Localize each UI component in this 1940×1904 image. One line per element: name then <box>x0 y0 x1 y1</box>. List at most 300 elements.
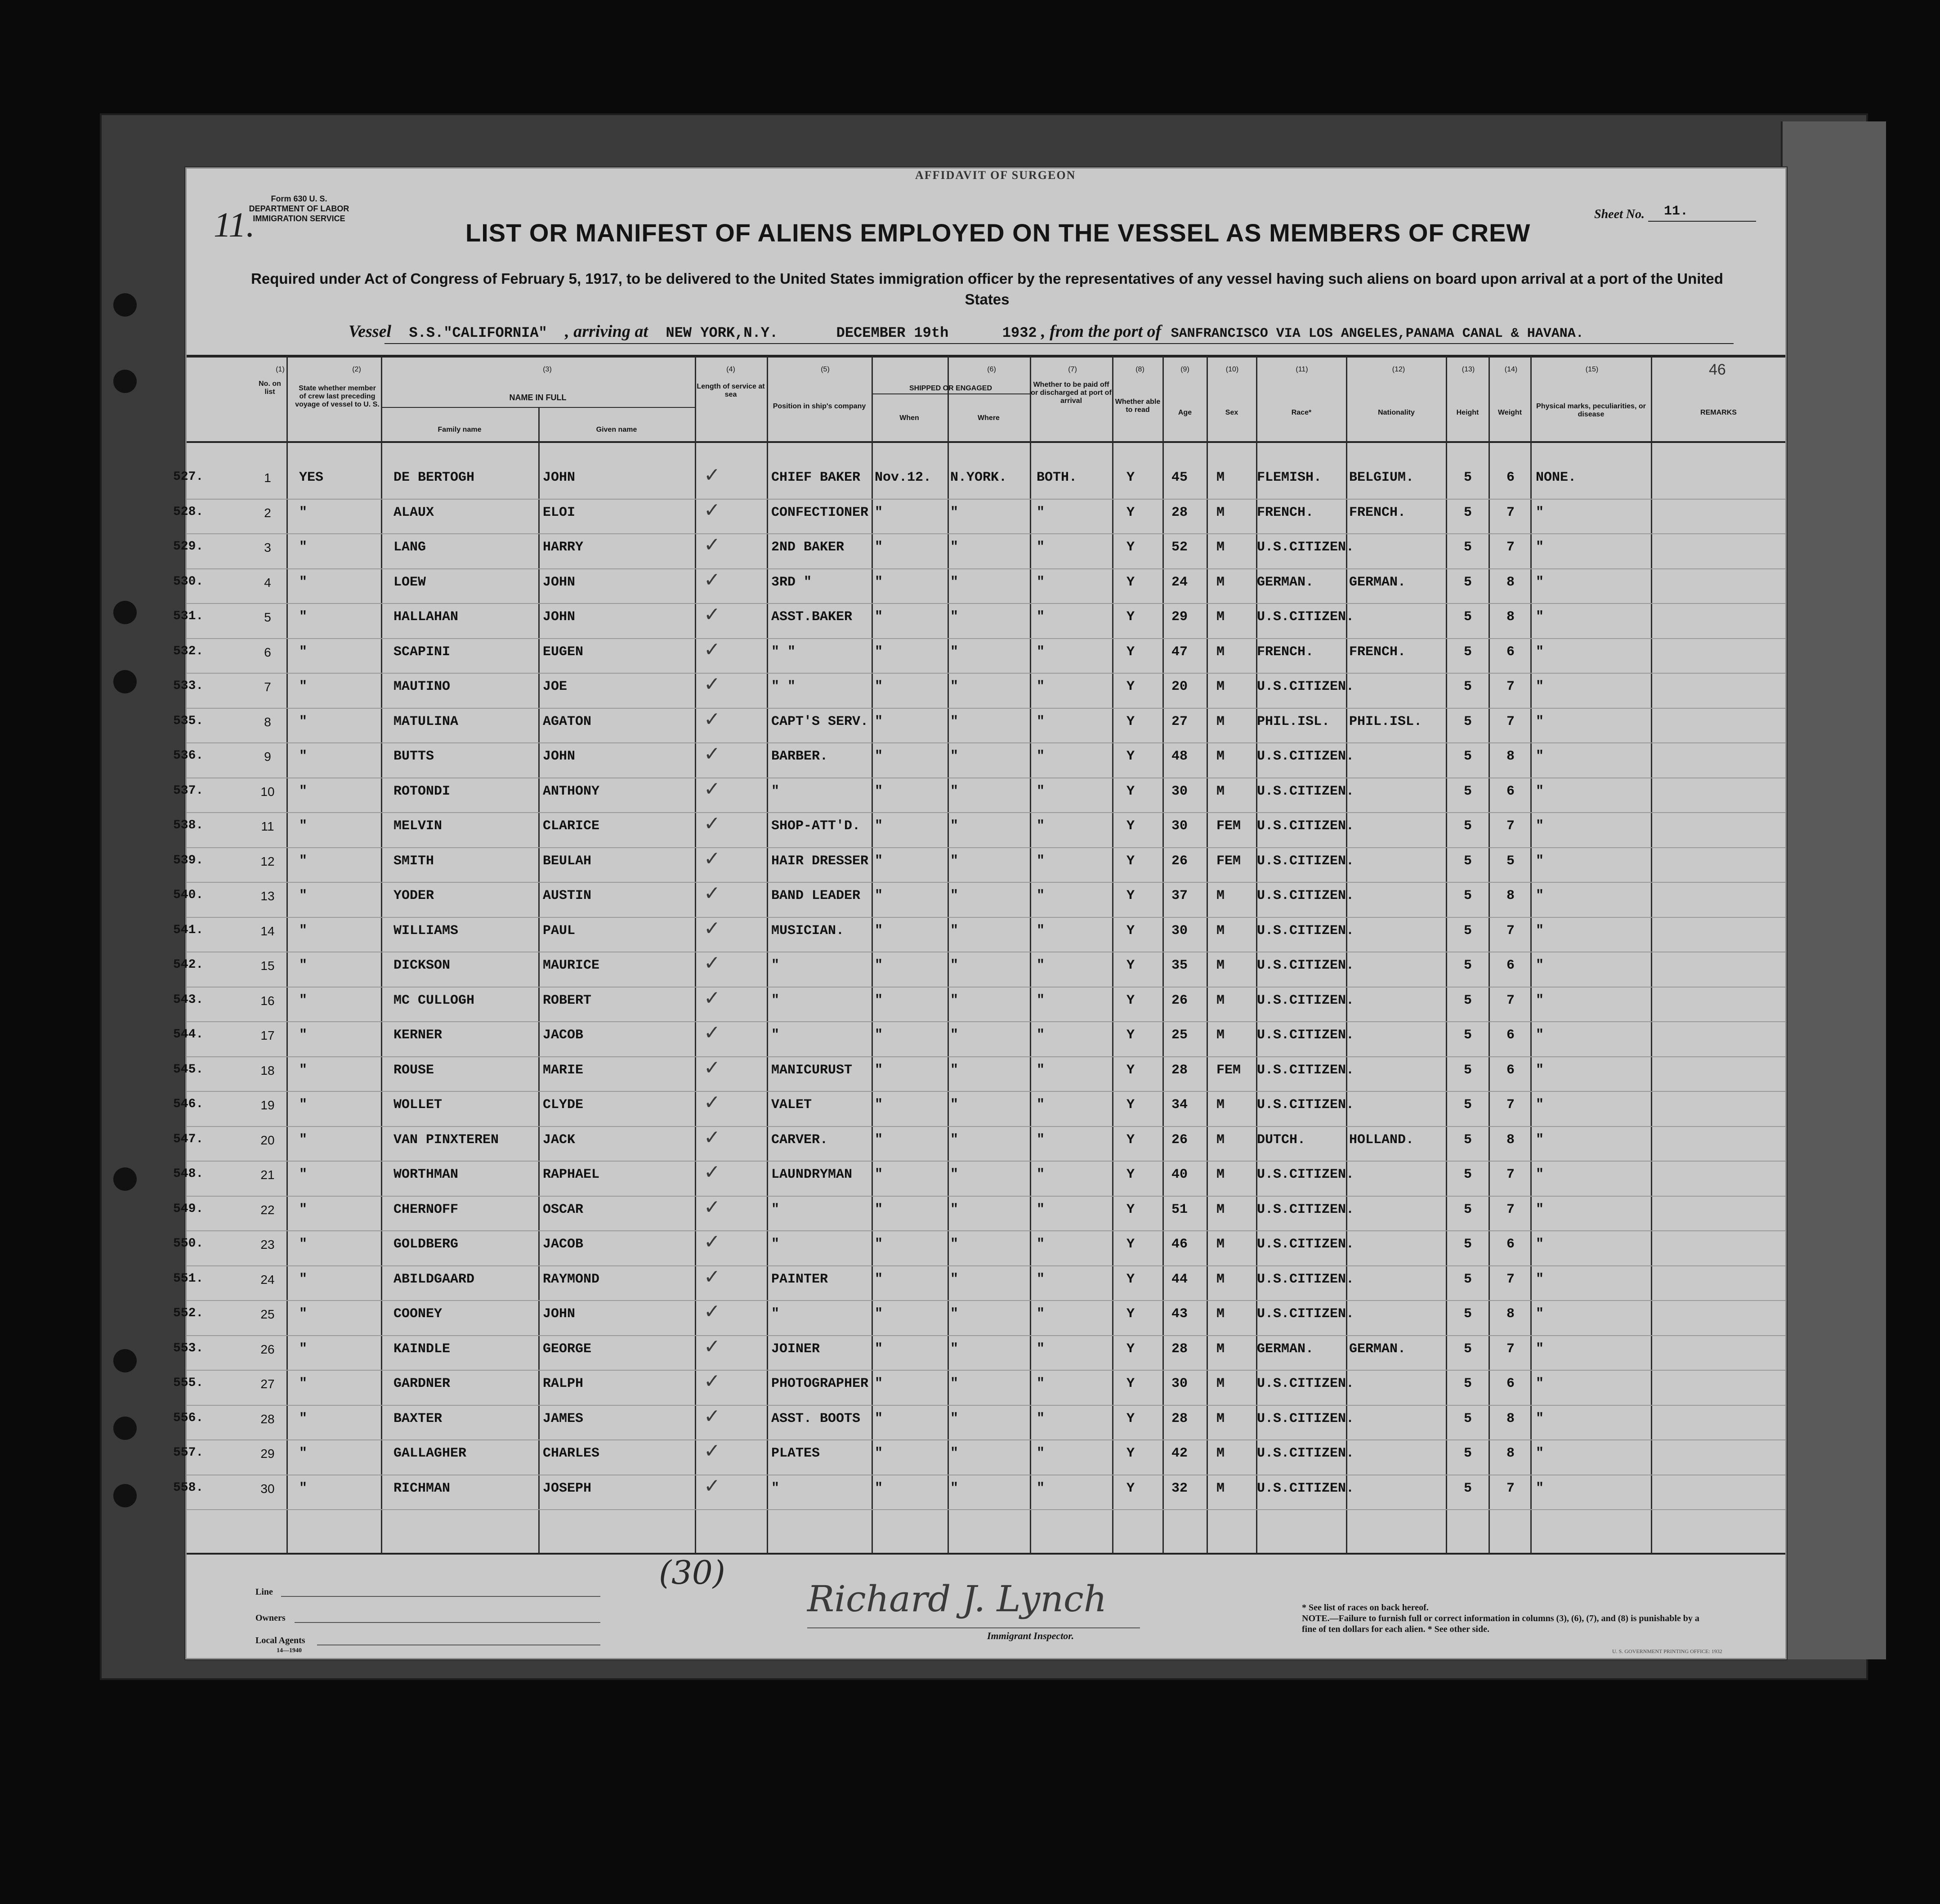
row-rule <box>187 882 1785 883</box>
weight: 6 <box>1506 1028 1515 1043</box>
backing-sheet-edge <box>1781 121 1886 1659</box>
sex: FEM <box>1216 1062 1241 1078</box>
given-name: RAYMOND <box>543 1271 600 1287</box>
given-name: JOHN <box>543 574 576 590</box>
shipped-where: N.YORK. <box>950 470 1007 485</box>
shipped-where: " <box>950 679 959 694</box>
paid-off: " <box>1037 1167 1045 1182</box>
physical-marks: " <box>1536 1062 1544 1078</box>
able-to-read: Y <box>1126 1062 1135 1078</box>
race: U.S.CITIZEN. <box>1257 1446 1354 1461</box>
table-row <box>173 952 1785 988</box>
row-rule <box>187 673 1785 674</box>
position: " <box>771 992 780 1008</box>
weight: 6 <box>1506 1376 1515 1391</box>
age: 35 <box>1171 958 1188 973</box>
weight: 8 <box>1506 609 1515 625</box>
age: 30 <box>1171 783 1188 799</box>
physical-marks: " <box>1536 1097 1544 1113</box>
race: FLEMISH. <box>1257 470 1322 485</box>
physical-marks: " <box>1536 1271 1544 1287</box>
given-name: ROBERT <box>543 992 592 1008</box>
length-service-checkmark: ✓ <box>704 464 720 487</box>
row-rule <box>187 812 1785 813</box>
length-service-checkmark: ✓ <box>704 568 720 591</box>
row-rule <box>187 603 1785 604</box>
position: " <box>771 783 780 799</box>
height: 5 <box>1464 1411 1472 1426</box>
age: 28 <box>1171 505 1188 520</box>
family-name: WORTHMAN <box>393 1167 459 1182</box>
weight: 6 <box>1506 958 1515 973</box>
ref-number: 533. <box>173 679 204 693</box>
length-service-checkmark: ✓ <box>704 1404 720 1428</box>
position: BARBER. <box>771 749 828 764</box>
previous-voyage: " <box>299 1167 308 1182</box>
previous-voyage: " <box>299 644 308 660</box>
sex: M <box>1216 1202 1225 1217</box>
weight: 7 <box>1506 714 1515 729</box>
weight: 8 <box>1506 749 1515 764</box>
row-rule <box>187 1300 1785 1301</box>
sex: M <box>1216 1271 1225 1287</box>
ref-number: 542. <box>173 958 204 972</box>
shipped-when: " <box>875 505 883 520</box>
nationality: BELGIUM. <box>1349 470 1414 485</box>
row-rule <box>187 742 1785 743</box>
physical-marks: " <box>1536 749 1544 764</box>
line-number: 16 <box>260 993 275 1008</box>
physical-marks: " <box>1536 992 1544 1008</box>
previous-voyage: YES <box>299 470 324 485</box>
line-number: 5 <box>264 610 271 624</box>
col-height: Height <box>1456 409 1479 416</box>
family-name: GALLAGHER <box>393 1446 467 1461</box>
ref-number: 530. <box>173 574 204 589</box>
shipped-when: " <box>875 1306 883 1322</box>
family-name: COONEY <box>393 1306 443 1322</box>
age: 30 <box>1171 923 1188 939</box>
shipped-when: " <box>875 958 883 973</box>
given-name: OSCAR <box>543 1202 584 1217</box>
position: PAINTER <box>771 1271 828 1287</box>
weight: 6 <box>1506 1237 1515 1252</box>
given-name: AGATON <box>543 714 592 729</box>
previous-voyage: " <box>299 1480 308 1496</box>
able-to-read: Y <box>1126 644 1135 660</box>
family-name: LOEW <box>393 574 426 590</box>
position: BAND LEADER <box>771 888 861 903</box>
length-service-checkmark: ✓ <box>704 707 720 731</box>
weight: 7 <box>1506 1097 1515 1113</box>
length-service-checkmark: ✓ <box>704 603 720 626</box>
position: " <box>771 1202 780 1217</box>
sex: M <box>1216 923 1225 939</box>
position: CONFECTIONER <box>771 505 869 520</box>
row-rule <box>187 1230 1785 1231</box>
table-row <box>173 1021 1785 1058</box>
shipped-when: " <box>875 1202 883 1217</box>
age: 28 <box>1171 1341 1188 1357</box>
row-rule <box>187 1126 1785 1127</box>
col-nationality: Nationality <box>1378 409 1415 416</box>
able-to-read: Y <box>1126 888 1135 903</box>
height: 5 <box>1464 540 1472 555</box>
table-row <box>173 1265 1785 1302</box>
previous-voyage: " <box>299 1306 308 1322</box>
family-name: KAINDLE <box>393 1341 451 1357</box>
ref-number: 528. <box>173 505 204 519</box>
age: 37 <box>1171 888 1188 903</box>
previous-voyage: " <box>299 958 308 973</box>
able-to-read: Y <box>1126 958 1135 973</box>
table-row <box>173 1195 1785 1233</box>
col-shipped: SHIPPED OR ENGAGED <box>909 384 992 392</box>
shipped-when: " <box>875 749 883 764</box>
sex: M <box>1216 505 1225 520</box>
line-number: 11 <box>261 819 274 833</box>
able-to-read: Y <box>1126 679 1135 694</box>
weight: 8 <box>1506 574 1515 590</box>
table-row <box>173 603 1785 640</box>
able-to-read: Y <box>1126 1306 1135 1322</box>
departure-port: SANFRANCISCO VIA LOS ANGELES,PANAMA CANAL & HAVANA. <box>1171 326 1584 341</box>
able-to-read: Y <box>1126 923 1135 939</box>
height: 5 <box>1464 1028 1472 1043</box>
handwritten-sheet-number: 11. <box>214 205 255 244</box>
shipped-when: " <box>875 714 883 729</box>
line-number: 17 <box>260 1028 275 1042</box>
shipped-when: " <box>875 1167 883 1182</box>
binder-hole <box>113 601 137 624</box>
height: 5 <box>1464 818 1472 834</box>
shipped-when: " <box>875 609 883 625</box>
column-number: (5) <box>821 366 830 373</box>
physical-marks: " <box>1536 505 1544 520</box>
shipped-where: " <box>950 1341 959 1357</box>
shipped-when: " <box>875 923 883 939</box>
line-number: 22 <box>260 1202 275 1217</box>
shipped-where: " <box>950 1376 959 1391</box>
inspector-title: Immigrant Inspector. <box>987 1630 1074 1641</box>
height: 5 <box>1464 1446 1472 1461</box>
weight: 7 <box>1506 1271 1515 1287</box>
age: 26 <box>1171 1132 1188 1148</box>
col-paid-off: Whether to be paid off or discharged at port of arrival <box>1031 381 1112 405</box>
given-name: JOHN <box>543 609 576 625</box>
position: 3RD " <box>771 574 812 590</box>
owners-field <box>295 1622 600 1623</box>
sex: M <box>1216 992 1225 1008</box>
ref-number: 531. <box>173 609 204 623</box>
shipped-where: " <box>950 818 959 834</box>
row-rule <box>187 568 1785 569</box>
given-name: PAUL <box>543 923 576 939</box>
weight: 8 <box>1506 1446 1515 1461</box>
line-number: 14 <box>260 924 275 938</box>
race: U.S.CITIZEN. <box>1257 609 1354 625</box>
sex: M <box>1216 1411 1225 1426</box>
sex: M <box>1216 679 1225 694</box>
age: 26 <box>1171 853 1188 869</box>
physical-marks: " <box>1536 1306 1544 1322</box>
column-number: (8) <box>1135 366 1144 373</box>
position: MUSICIAN. <box>771 923 845 939</box>
row-rule <box>187 499 1785 500</box>
shipped-when: " <box>875 783 883 799</box>
arrival-port: NEW YORK,N.Y. <box>666 325 778 341</box>
line-number: 26 <box>260 1342 275 1356</box>
position: LAUNDRYMAN <box>771 1167 853 1182</box>
paid-off: " <box>1037 644 1045 660</box>
column-number: (6) <box>987 366 996 373</box>
weight: 7 <box>1506 818 1515 834</box>
ref-number: 548. <box>173 1167 204 1181</box>
table-row <box>173 533 1785 570</box>
given-name: JOE <box>543 679 568 694</box>
line-number: 25 <box>260 1307 275 1321</box>
paid-off: " <box>1037 1411 1045 1426</box>
shipped-rule <box>872 393 1030 394</box>
physical-marks: " <box>1536 1237 1544 1252</box>
previous-voyage: " <box>299 540 308 555</box>
position: SHOP-ATT'D. <box>771 818 861 834</box>
weight: 7 <box>1506 1167 1515 1182</box>
height: 5 <box>1464 1237 1472 1252</box>
races-note: * See list of races on back hereof. <box>1302 1603 1429 1613</box>
shipped-when: " <box>875 992 883 1008</box>
shipped-where: " <box>950 958 959 973</box>
position: ASST.BAKER <box>771 609 853 625</box>
arrival-year: 1932 <box>1002 325 1037 341</box>
family-name: SMITH <box>393 853 434 869</box>
paid-off: " <box>1037 923 1045 939</box>
previous-voyage: " <box>299 783 308 799</box>
line-number: 8 <box>264 715 271 729</box>
weight: 7 <box>1506 1341 1515 1357</box>
row-rule <box>187 847 1785 848</box>
sheet-underline <box>1648 221 1756 222</box>
handwritten-count: (30) <box>659 1554 725 1591</box>
binder-hole <box>113 1484 137 1507</box>
physical-marks: " <box>1536 853 1544 869</box>
table-row <box>173 1439 1785 1476</box>
line-number: 29 <box>260 1447 275 1461</box>
sex: M <box>1216 470 1225 485</box>
col-physical: Physical marks, peculiarities, or disease <box>1536 402 1646 418</box>
paid-off: " <box>1037 992 1045 1008</box>
given-name: EUGEN <box>543 644 584 660</box>
ref-number: 540. <box>173 888 204 902</box>
table-row <box>173 777 1785 814</box>
able-to-read: Y <box>1126 1028 1135 1043</box>
shipped-where: " <box>950 1411 959 1426</box>
ref-number: 538. <box>173 818 204 832</box>
family-name: MC CULLOGH <box>393 992 475 1008</box>
age: 43 <box>1171 1306 1188 1322</box>
nationality: GERMAN. <box>1349 574 1406 590</box>
sex: M <box>1216 1376 1225 1391</box>
race: U.S.CITIZEN. <box>1257 679 1354 694</box>
previous-voyage: " <box>299 679 308 694</box>
height: 5 <box>1464 992 1472 1008</box>
height: 5 <box>1464 574 1472 590</box>
table-row <box>173 1404 1785 1442</box>
physical-marks: " <box>1536 1376 1544 1391</box>
row-rule <box>187 1405 1785 1406</box>
ref-number: 555. <box>173 1376 204 1390</box>
shipped-when: " <box>875 1341 883 1357</box>
col-able-read: Whether able to read <box>1115 398 1161 414</box>
physical-marks: " <box>1536 888 1544 903</box>
previous-voyage: " <box>299 1376 308 1391</box>
age: 29 <box>1171 609 1188 625</box>
previous-voyage: " <box>299 992 308 1008</box>
physical-marks: " <box>1536 1028 1544 1043</box>
form-code: 14—1940 <box>277 1647 302 1654</box>
given-name: JACOB <box>543 1237 584 1252</box>
physical-marks: " <box>1536 1202 1544 1217</box>
able-to-read: Y <box>1126 749 1135 764</box>
age: 42 <box>1171 1446 1188 1461</box>
length-service-checkmark: ✓ <box>704 882 720 905</box>
shipped-where: " <box>950 1028 959 1043</box>
given-name: ELOI <box>543 505 576 520</box>
sex: M <box>1216 1306 1225 1322</box>
sex: M <box>1216 1446 1225 1461</box>
race: U.S.CITIZEN. <box>1257 992 1354 1008</box>
length-service-checkmark: ✓ <box>704 812 720 835</box>
sheet-label: Sheet No. <box>1594 207 1645 221</box>
line-number: 20 <box>260 1133 275 1147</box>
shipped-where: " <box>950 1062 959 1078</box>
family-name: SCAPINI <box>393 644 451 660</box>
shipped-when: " <box>875 1132 883 1148</box>
paid-off: " <box>1037 574 1045 590</box>
sex: M <box>1216 1132 1225 1148</box>
length-service-checkmark: ✓ <box>704 1195 720 1219</box>
previous-voyage: " <box>299 1341 308 1357</box>
family-name: WOLLET <box>393 1097 443 1113</box>
height: 5 <box>1464 1306 1472 1322</box>
physical-marks: " <box>1536 1167 1544 1182</box>
shipped-when: " <box>875 1480 883 1496</box>
given-name: HARRY <box>543 540 584 555</box>
shipped-when: " <box>875 540 883 555</box>
given-name: MAURICE <box>543 958 600 973</box>
col-when: When <box>899 414 919 422</box>
length-service-checkmark: ✓ <box>704 986 720 1010</box>
weight: 7 <box>1506 1480 1515 1496</box>
line-number: 21 <box>260 1168 275 1182</box>
length-service-checkmark: ✓ <box>704 1300 720 1323</box>
line-number: 2 <box>264 505 271 520</box>
shipped-where: " <box>950 1202 959 1217</box>
sex: M <box>1216 888 1225 903</box>
age: 28 <box>1171 1411 1188 1426</box>
ref-number: 544. <box>173 1028 204 1041</box>
shipped-where: " <box>950 749 959 764</box>
able-to-read: Y <box>1126 1237 1135 1252</box>
shipped-where: " <box>950 1167 959 1182</box>
sex: M <box>1216 1480 1225 1496</box>
header-bottom-rule <box>187 441 1785 443</box>
manifest-content <box>173 169 1785 1658</box>
race: U.S.CITIZEN. <box>1257 1411 1354 1426</box>
able-to-read: Y <box>1126 1376 1135 1391</box>
able-to-read: Y <box>1126 853 1135 869</box>
family-name: WILLIAMS <box>393 923 459 939</box>
able-to-read: Y <box>1126 1097 1135 1113</box>
race: FRENCH. <box>1257 505 1314 520</box>
binder-hole <box>113 670 137 693</box>
given-name: CLARICE <box>543 818 600 834</box>
race: U.S.CITIZEN. <box>1257 853 1354 869</box>
column-number: (4) <box>726 366 735 373</box>
line-number: 23 <box>260 1238 275 1251</box>
shipped-where: " <box>950 714 959 729</box>
column-number: (7) <box>1068 366 1077 373</box>
ref-number: 545. <box>173 1062 204 1077</box>
family-name: DE BERTOGH <box>393 470 475 485</box>
paid-off: " <box>1037 888 1045 903</box>
able-to-read: Y <box>1126 1411 1135 1426</box>
ref-number: 535. <box>173 714 204 728</box>
race: U.S.CITIZEN. <box>1257 818 1354 834</box>
table-row <box>173 1126 1785 1163</box>
physical-marks: " <box>1536 540 1544 555</box>
row-rule <box>187 1196 1785 1197</box>
position: " <box>771 1237 780 1252</box>
age: 48 <box>1171 749 1188 764</box>
table-row <box>173 986 1785 1024</box>
col-given-name: Given name <box>596 426 637 434</box>
line-number: 30 <box>260 1481 275 1496</box>
family-name: BUTTS <box>393 749 434 764</box>
sex: FEM <box>1216 818 1241 834</box>
column-number: (14) <box>1504 366 1518 373</box>
length-service-checkmark: ✓ <box>704 1021 720 1044</box>
vessel-underline <box>384 343 1734 344</box>
previous-voyage: " <box>299 505 308 520</box>
row-rule <box>187 1091 1785 1092</box>
sex: M <box>1216 958 1225 973</box>
given-name: JOHN <box>543 470 576 485</box>
length-service-checkmark: ✓ <box>704 1439 720 1462</box>
age: 32 <box>1171 1480 1188 1496</box>
row-rule <box>187 1056 1785 1057</box>
paid-off: " <box>1037 1376 1045 1391</box>
arriving-label: , arriving at <box>565 322 648 341</box>
paid-off: " <box>1037 1480 1045 1496</box>
race: U.S.CITIZEN. <box>1257 1167 1354 1182</box>
position: " <box>771 1480 780 1496</box>
table-row <box>173 1161 1785 1198</box>
physical-marks: " <box>1536 644 1544 660</box>
given-name: CLYDE <box>543 1097 584 1113</box>
race: GERMAN. <box>1257 1341 1314 1357</box>
line-number: 3 <box>264 541 271 554</box>
position: " <box>771 1028 780 1043</box>
paid-off: " <box>1037 749 1045 764</box>
previous-voyage: " <box>299 1411 308 1426</box>
table-row <box>173 882 1785 919</box>
previous-voyage: " <box>299 1271 308 1287</box>
race: U.S.CITIZEN. <box>1257 540 1354 555</box>
ref-number: 536. <box>173 749 204 763</box>
height: 5 <box>1464 1341 1472 1357</box>
length-service-checkmark: ✓ <box>704 1091 720 1114</box>
